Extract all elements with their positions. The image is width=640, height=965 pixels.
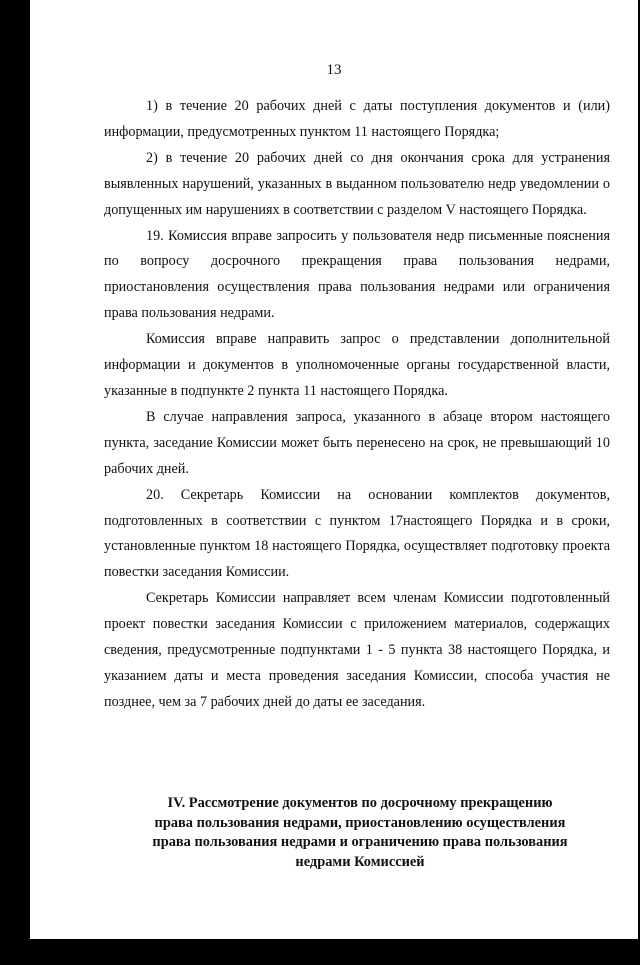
paragraph-clause-19: 19. Комиссия вправе запросить у пользователя недр письменные пояснения по вопросу досрочного прекращения права пользования недрами, приостановления осуществления права пользования недрами или ограничения права пользования недрами.	[104, 227, 610, 322]
heading-line: права пользования недрами, приостановлению осуществления	[154, 814, 566, 831]
paragraph-item-2: 2) в течение 20 рабочих дней со дня окончания срока для устранения выявленных нарушений, указанных в выданном пользователю недр уведомлении о допущенных им нарушениях в соответствии с разделом V настоящего Порядка.	[104, 149, 610, 218]
document-page	[30, 0, 638, 939]
paragraph-clause-20: 20. Секретарь Комиссии на основании комплектов документов, подготовленных в соответствии с пунктом 17настоящего Порядка и в сроки, установленные пунктом 18 настоящего Порядка, осуществляет подготовку проекта повестки заседания Комиссии.	[104, 486, 610, 581]
paragraph-secretary-sends: Секретарь Комиссии направляет всем членам Комиссии подготовленный проект повестки заседания Комиссии с приложением материалов, содержащих сведения, предусмотренные подпунктами 1 - 5 пункта 38 настоящего Порядка, и указанием даты и места проведения заседания Комиссии, способа участия не позднее, чем за 7 рабочих дней до даты ее заседания.	[104, 590, 610, 710]
page-number: 13	[326, 62, 342, 78]
heading-line: IV. Рассмотрение документов по досрочному прекращению	[167, 795, 553, 811]
heading-line: права пользования недрами и ограничению права пользования	[152, 834, 568, 850]
section-heading	[130, 794, 590, 872]
paragraph-item-1: 1) в течение 20 рабочих дней с даты поступления документов и (или) информации, предусмотренных пунктом 11 настоящего Порядка;	[104, 98, 610, 140]
paragraph-additional-request: Комиссия вправе направить запрос о представлении дополнительной информации и документов в уполномоченные органы государственной власти, указанные в подпункте 2 пункта 11 настоящего Порядка.	[104, 331, 610, 399]
heading-line: недрами Комиссией	[295, 853, 425, 870]
paragraph-postponement: В случае направления запроса, указанного в абзаце втором настоящего пункта, заседание Комиссии может быть перенесено на срок, не превышающий 10 рабочих дней.	[104, 408, 610, 477]
document-body	[104, 94, 610, 716]
